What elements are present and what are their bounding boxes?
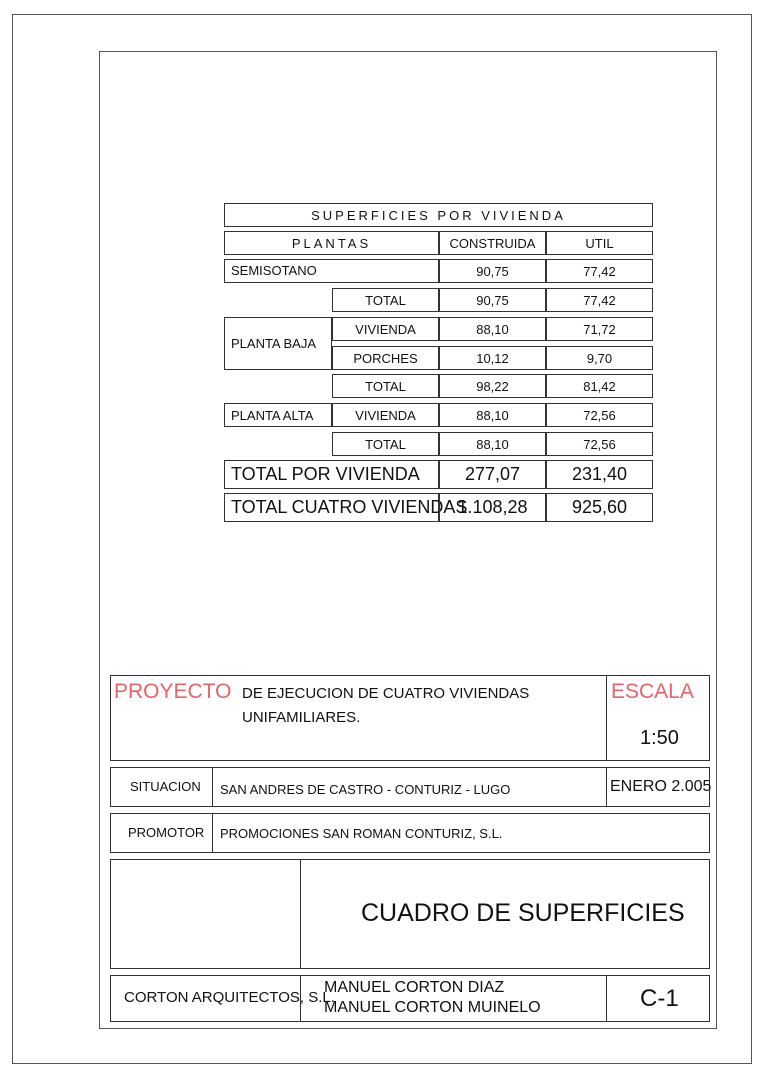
cell-semisotano-construida: 90,75	[439, 259, 546, 283]
row-total-cuatro-label: TOTAL CUATRO VIVIENDAS	[224, 493, 439, 522]
row-planta-alta-vivienda-label: VIVIENDA	[332, 403, 439, 427]
fecha: ENERO 2.005	[610, 778, 712, 795]
cell-planta-baja-total-util: 81,42	[546, 374, 653, 398]
proyecto-line-2: UNIFAMILIARES.	[242, 709, 361, 726]
situacion-value: SAN ANDRES DE CASTRO - CONTURIZ - LUGO	[220, 782, 511, 797]
sheet-number: C-1	[640, 985, 679, 1012]
promotor-value: PROMOCIONES SAN ROMAN CONTURIZ, S.L.	[220, 826, 503, 841]
cell-planta-alta-vivienda-util: 72,56	[546, 403, 653, 427]
firm-name: CORTON ARQUITECTOS, S.L.	[124, 989, 335, 1006]
architect-1: MANUEL CORTON DIAZ	[324, 979, 505, 996]
drawing-title-divider	[300, 859, 301, 969]
row-planta-alta-total-label: TOTAL	[332, 432, 439, 456]
cell-planta-alta-total-util: 72,56	[546, 432, 653, 456]
row-planta-alta-label: PLANTA ALTA	[224, 403, 332, 427]
cell-planta-baja-vivienda-util: 71,72	[546, 317, 653, 341]
drawing-title: CUADRO DE SUPERFICIES	[361, 899, 685, 927]
row-planta-baja-vivienda-label: VIVIENDA	[332, 317, 439, 341]
cell-total-vivienda-util: 231,40	[546, 460, 653, 489]
cell-planta-alta-total-construida: 88,10	[439, 432, 546, 456]
promotor-label: PROMOTOR	[128, 825, 205, 840]
row-planta-baja-total-label: TOTAL	[332, 374, 439, 398]
cell-total-cuatro-construida: 1.108,28	[439, 493, 546, 522]
header-plantas: PLANTAS	[224, 231, 439, 255]
row-semisotano-total-label: TOTAL	[332, 288, 439, 312]
cell-planta-alta-vivienda-construida: 88,10	[439, 403, 546, 427]
row-semisotano-label: SEMISOTANO	[224, 259, 439, 283]
table-title: SUPERFICIES POR VIVIENDA	[224, 203, 653, 227]
header-construida: CONSTRUIDA	[439, 231, 546, 255]
escala-value: 1:50	[640, 727, 679, 749]
situacion-divider-2	[606, 767, 607, 807]
row-total-vivienda-label: TOTAL POR VIVIENDA	[224, 460, 439, 489]
architect-2: MANUEL CORTON MUINELO	[324, 999, 541, 1016]
cell-planta-baja-porches-construida: 10,12	[439, 346, 546, 370]
situacion-label: SITUACION	[130, 779, 201, 794]
situacion-divider-1	[212, 767, 213, 807]
proyecto-label: PROYECTO	[114, 680, 232, 703]
cell-planta-baja-total-construida: 98,22	[439, 374, 546, 398]
cell-total-vivienda-construida: 277,07	[439, 460, 546, 489]
authors-divider-2	[606, 975, 607, 1022]
header-util: UTIL	[546, 231, 653, 255]
cell-semisotano-util: 77,42	[546, 259, 653, 283]
row-planta-baja-label: PLANTA BAJA	[224, 317, 332, 370]
cell-planta-baja-porches-util: 9,70	[546, 346, 653, 370]
promotor-divider	[212, 813, 213, 853]
cell-semisotano-total-construida: 90,75	[439, 288, 546, 312]
cell-semisotano-total-util: 77,42	[546, 288, 653, 312]
cell-total-cuatro-util: 925,60	[546, 493, 653, 522]
escala-label: ESCALA	[611, 680, 694, 703]
cell-planta-baja-vivienda-construida: 88,10	[439, 317, 546, 341]
proyecto-line-1: DE EJECUCION DE CUATRO VIVIENDAS	[242, 685, 530, 702]
row-planta-baja-porches-label: PORCHES	[332, 346, 439, 370]
escala-divider	[606, 675, 607, 761]
